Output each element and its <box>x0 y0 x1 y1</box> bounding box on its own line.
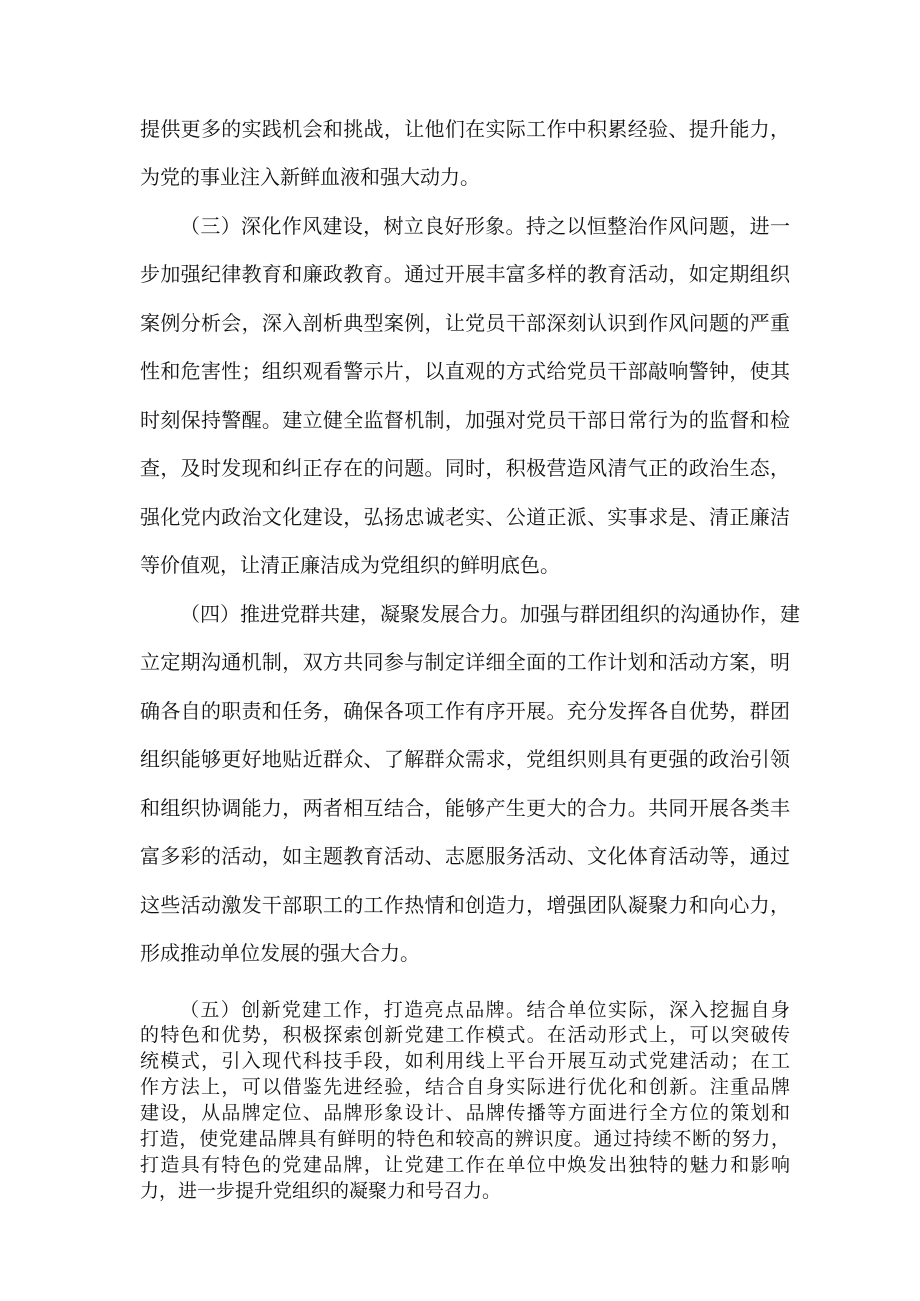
text-line: 打造，使党建品牌具有鲜明的特色和较高的辨识度。通过持续不断的努力， <box>140 1128 790 1150</box>
text-line: 打造具有特色的党建品牌，让党建工作在单位中焕发出独特的魅力和影响 <box>140 1154 790 1176</box>
text-line: 时刻保持警醒。建立健全监督机制，加强对党员干部日常行为的监督和检 <box>140 408 790 432</box>
text-line: 建设，从品牌定位、品牌形象设计、品牌传播等方面进行全方位的策划和 <box>140 1102 790 1124</box>
text-line: （四）推进党群共建，凝聚发展合力。加强与群团组织的沟通协作，建 <box>180 602 800 626</box>
text-line: 案例分析会，深入剖析典型案例，让党员干部深刻认识到作风问题的严重 <box>140 311 790 335</box>
text-line: 形成推动单位发展的强大合力。 <box>140 941 420 965</box>
text-line: 的特色和优势，积极探索创新党建工作模式。在活动形式上，可以突破传 <box>140 1024 790 1046</box>
text-line: （五）创新党建工作，打造亮点品牌。结合单位实际，深入挖掘自身 <box>180 999 790 1021</box>
text-line: 富多彩的活动，如主题教育活动、志愿服务活动、文化体育活动等，通过 <box>140 844 790 868</box>
text-line: 等价值观，让清正廉洁成为党组织的鲜明底色。 <box>140 553 560 577</box>
text-line: 提供更多的实践机会和挑战，让他们在实际工作中积累经验、提升能力， <box>140 117 790 141</box>
text-line: 性和危害性；组织观看警示片，以直观的方式给党员干部敲响警钟，使其 <box>140 359 790 383</box>
text-line: 强化党内政治文化建设，弘扬忠诚老实、公道正派、实事求是、清正廉洁 <box>140 505 790 529</box>
text-line: 步加强纪律教育和廉政教育。通过开展丰富多样的教育活动，如定期组织 <box>140 262 790 286</box>
text-line: 这些活动激发干部职工的工作热情和创造力，增强团队凝聚力和向心力， <box>140 893 790 917</box>
text-line: （三）深化作风建设，树立良好形象。持之以恒整治作风问题，进一 <box>180 214 790 238</box>
text-line: 确各自的职责和任务，确保各项工作有序开展。充分发挥各自优势，群团 <box>140 699 790 723</box>
text-line: 查，及时发现和纠正存在的问题。同时，积极营造风清气正的政治生态， <box>140 456 790 480</box>
text-line: 和组织协调能力，两者相互结合，能够产生更大的合力。共同开展各类丰 <box>140 796 790 820</box>
text-line: 组织能够更好地贴近群众、了解群众需求，党组织则具有更强的政治引领 <box>140 747 790 771</box>
text-line: 作方法上，可以借鉴先进经验，结合自身实际进行优化和创新。注重品牌 <box>140 1076 790 1098</box>
text-line: 立定期沟通机制，双方共同参与制定详细全面的工作计划和活动方案，明 <box>140 650 790 674</box>
text-line: 统模式，引入现代科技手段，如利用线上平台开展互动式党建活动；在工 <box>140 1050 790 1072</box>
text-line: 为党的事业注入新鲜血液和强大动力。 <box>140 165 480 189</box>
text-line: 力，进一步提升党组织的凝聚力和号召力。 <box>140 1180 502 1202</box>
